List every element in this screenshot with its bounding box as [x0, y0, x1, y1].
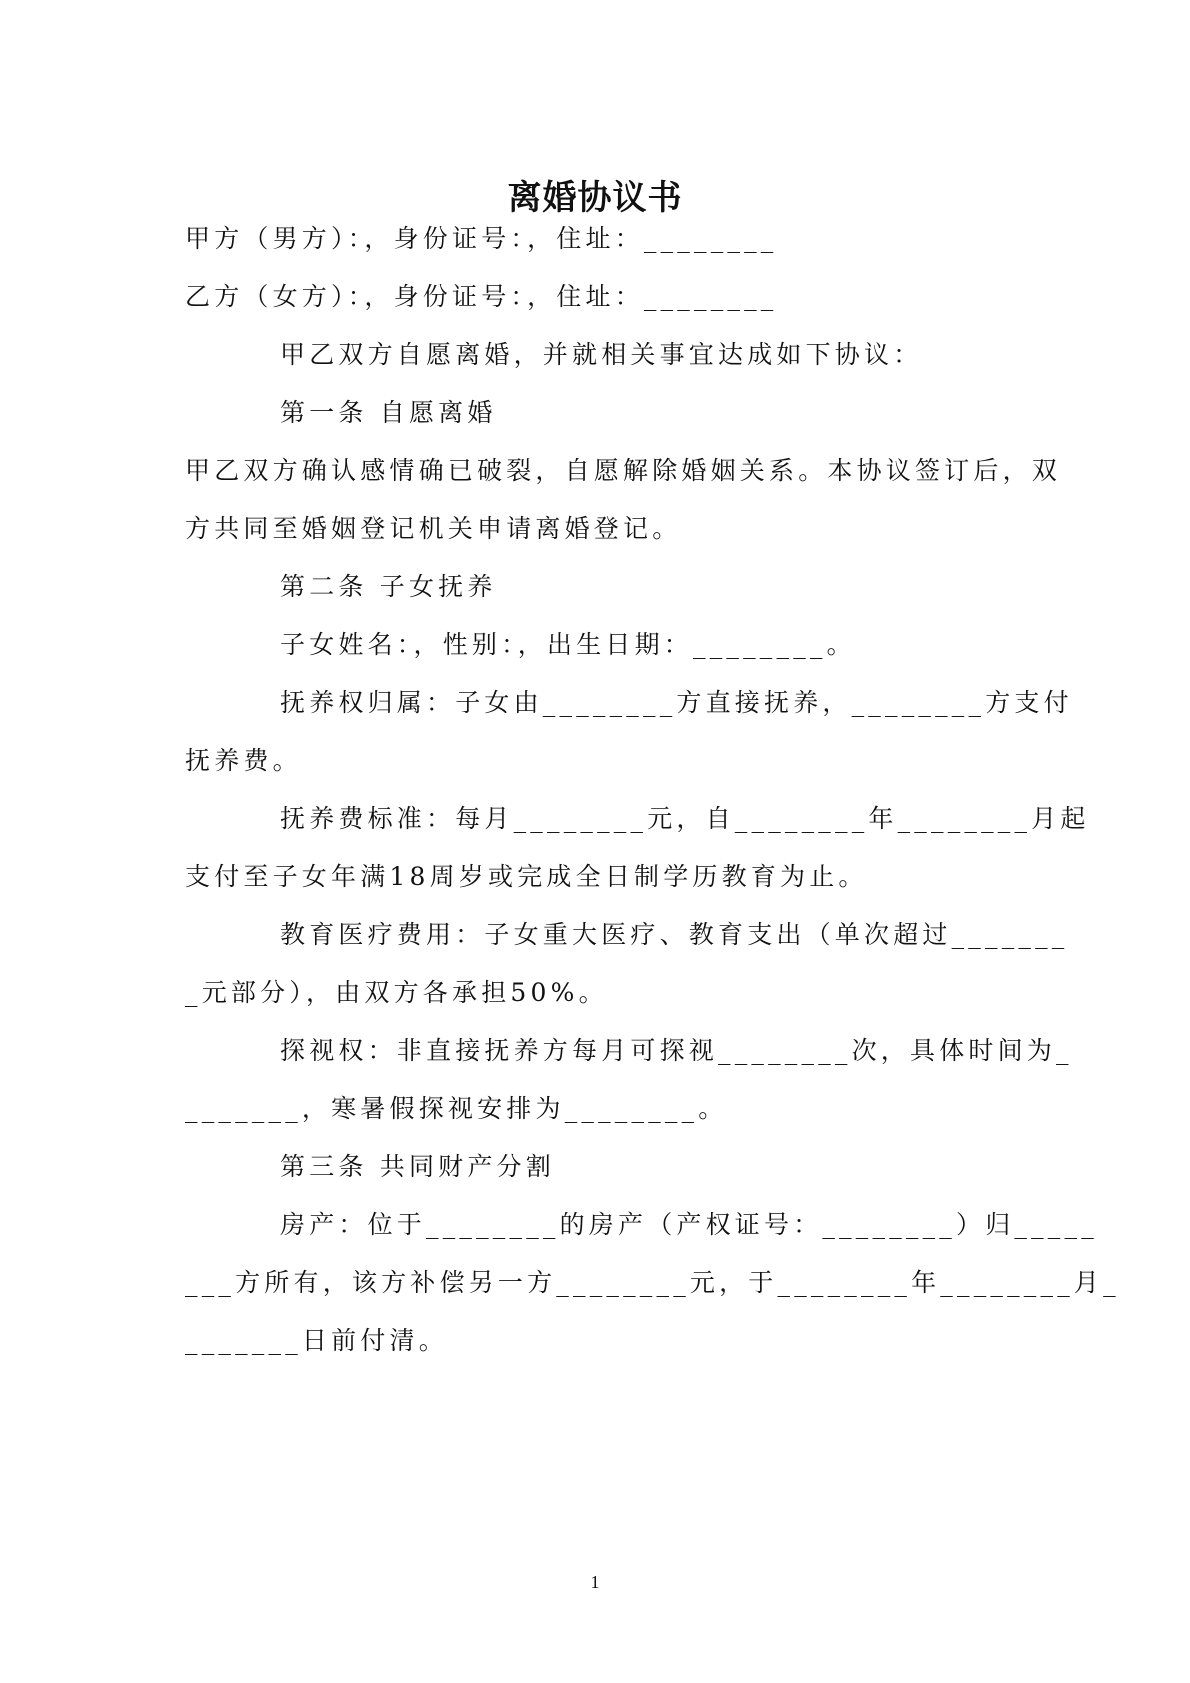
party-a-line: 甲方（男方）：，身份证号：，住址：________ — [185, 224, 778, 253]
support-standard-line-1: 抚养费标准：每月________元，自________年________月起 — [280, 804, 1090, 833]
page-number: 1 — [590, 1572, 600, 1592]
child-info-line: 子女姓名：，性别：，出生日期：________。 — [280, 630, 856, 659]
custody-line-2: 抚养费。 — [185, 746, 302, 775]
document-title: 离婚协议书 — [507, 178, 683, 218]
visitation-line-2: _______，寒暑假探视安排为________。 — [185, 1094, 728, 1123]
article-1-text-line-1: 甲乙双方确认感情确已破裂，自愿解除婚姻关系。本协议签订后，双 — [185, 456, 1062, 485]
property-line-3: _______日前付清。 — [185, 1326, 448, 1355]
custody-line-1: 抚养权归属：子女由________方直接抚养，________方支付 — [280, 688, 1073, 717]
medical-education-line-1: 教育医疗费用：子女重大医疗、教育支出（单次超过_______ — [280, 920, 1069, 949]
agreement-intro: 甲乙双方自愿离婚，并就相关事宜达成如下协议： — [280, 340, 923, 369]
article-2-heading: 第二条 子女抚养 — [280, 572, 497, 601]
article-1-text-line-2: 方共同至婚姻登记机关申请离婚登记。 — [185, 514, 682, 543]
property-line-1: 房产：位于________的房产（产权证号：________）归_____ — [280, 1210, 1098, 1239]
property-line-2: ___方所有，该方补偿另一方________元，于________年________月_ — [185, 1268, 1120, 1297]
support-standard-line-2: 支付至子女年满18周岁或完成全日制学历教育为止。 — [185, 862, 868, 891]
medical-education-line-2: _元部分），由双方各承担50%。 — [185, 978, 608, 1007]
visitation-line-1: 探视权：非直接抚养方每月可探视________次，具体时间为_ — [280, 1036, 1073, 1065]
article-1-heading: 第一条 自愿离婚 — [280, 398, 497, 427]
article-3-heading: 第三条 共同财产分割 — [280, 1152, 555, 1181]
party-b-line: 乙方（女方）：，身份证号：，住址：________ — [185, 282, 778, 311]
